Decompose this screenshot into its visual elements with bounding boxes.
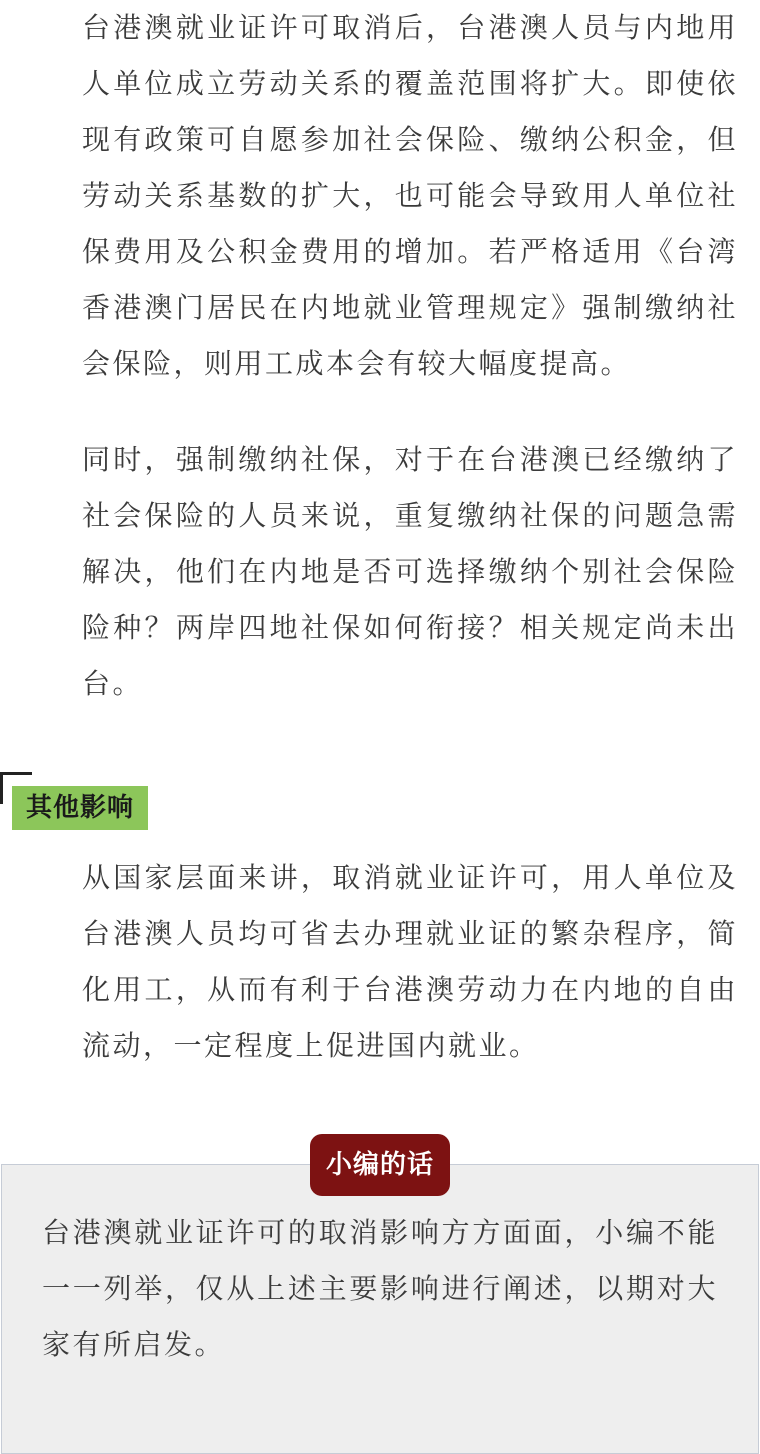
body-paragraph-2: 同时，强制缴纳社保，对于在台港澳已经缴纳了社会保险的人员来说，重复缴纳社保的问题急需解决，他们在内地是否可选择缴纳个别社会保险险种？两岸四地社保如何衔接？相关规定尚未出台。 (82, 443, 738, 700)
editor-note-text: 台港澳就业证许可的取消影响方方面面，小编不能一一列举，仅从上述主要影响进行阐述，以期对大家有所启发。 (42, 1216, 718, 1361)
editor-note-badge: 小编的话 (310, 1134, 450, 1196)
section-heading: 其他影响 (12, 786, 148, 830)
body-paragraph-1: 台港澳就业证许可取消后，台港澳人员与内地用人单位成立劳动关系的覆盖范围将扩大。即使依现有政策可自愿参加社会保险、缴纳公积金，但劳动关系基数的扩大，也可能会导致用人单位社保费用及公积金费用的增加。若严格适用《台湾香港澳门居民在内地就业管理规定》强制缴纳社会保险，则用工成本会有较大幅度提高。 (82, 11, 738, 380)
section-paragraph: 从国家层面来讲，取消就业证许可，用人单位及台港澳人员均可省去办理就业证的繁杂程序，简化用工，从而有利于台港澳劳动力在内地的自由流动，一定程度上促进国内就业。 (82, 861, 738, 1062)
